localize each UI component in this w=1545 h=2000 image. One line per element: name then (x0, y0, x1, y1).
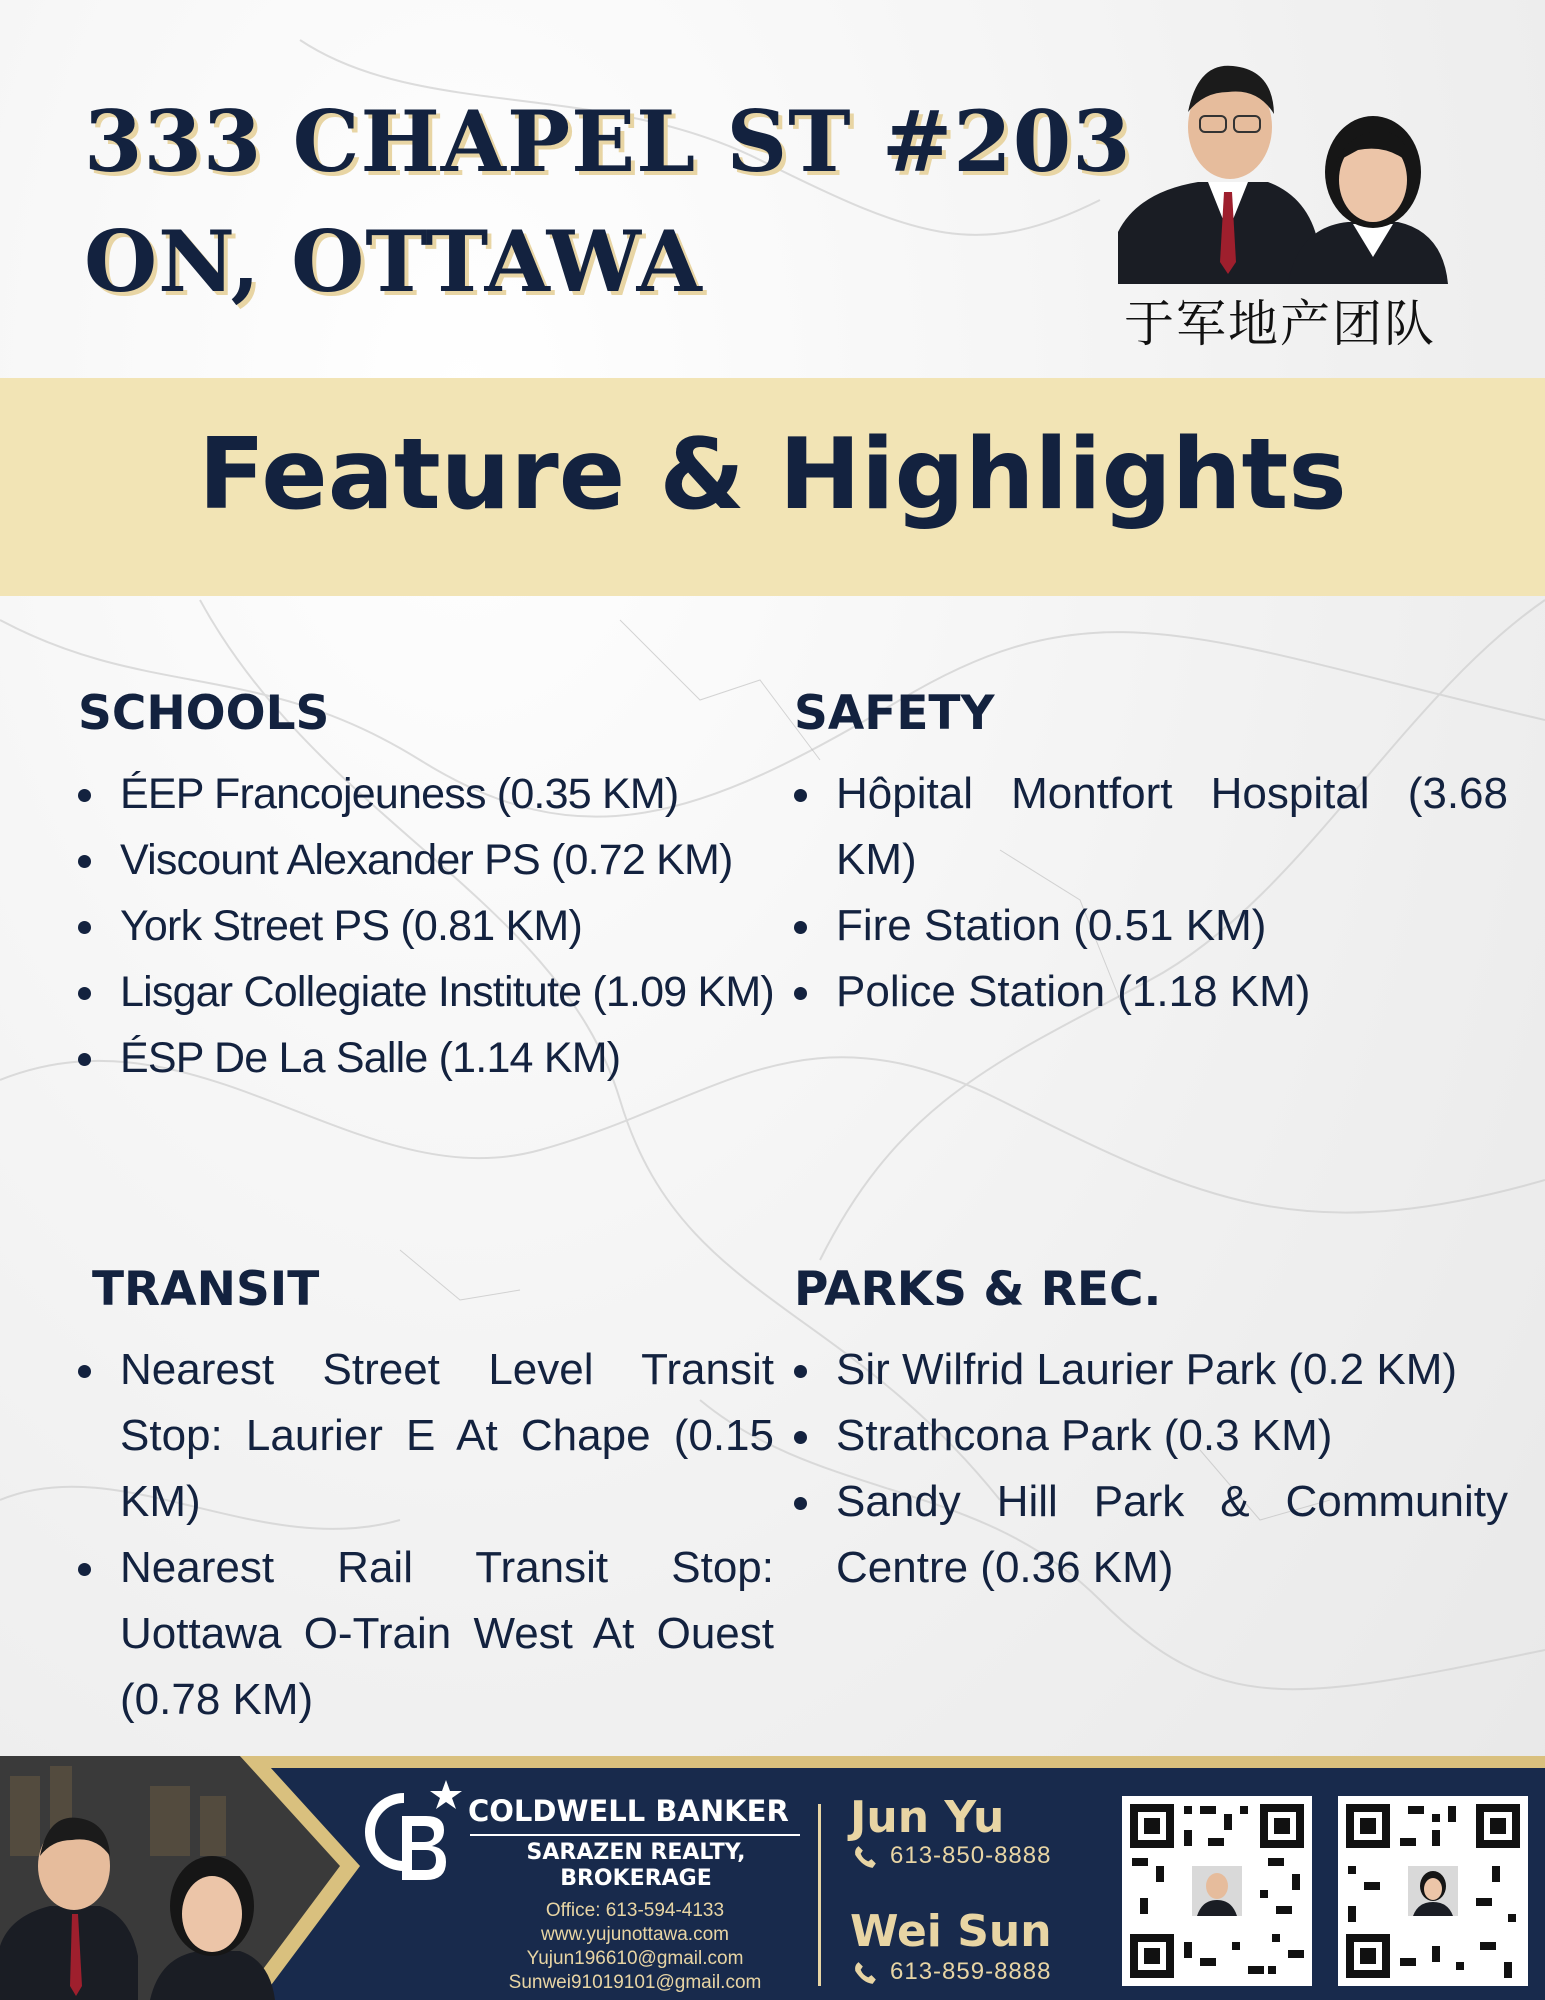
footer-divider (818, 1804, 821, 1986)
list-item: ÉEP Francojeuness (0.35 KM) (78, 761, 798, 827)
footer-agents-photo (0, 1756, 360, 2000)
transit-section (92, 1262, 774, 1733)
brand-subtitle (478, 1840, 794, 1892)
brand-sub-line-2: BROKERAGE (560, 1866, 712, 1891)
agent-name-2: Wei Sun (850, 1906, 1052, 1957)
schools-heading: SCHOOLS (78, 686, 330, 741)
website-link[interactable]: www.yujunottawa.com (541, 1924, 729, 1945)
list-item: Lisgar Collegiate Institute (1.09 KM) (78, 959, 798, 1025)
parks-heading: PARKS & REC. (794, 1262, 1162, 1317)
schools-section (78, 686, 798, 1091)
list-item: Hôpital Montfort Hospital (3.68 KM) (794, 761, 1508, 893)
list-item: Nearest Rail Transit Stop: Uottawa O-Train West At Ouest (0.78 KM) (78, 1535, 774, 1733)
brand-name: COLDWELL BANKER (468, 1794, 789, 1828)
banner-title: Feature & Highlights (198, 418, 1347, 532)
coldwell-banker-logo (352, 1776, 464, 1888)
list-item: Fire Station (0.51 KM) (794, 893, 1508, 959)
parks-section (794, 1262, 1508, 1601)
team-name: 于军地产团队 (1124, 295, 1436, 353)
agent-phone-text-2: 613-859-8888 (890, 1958, 1052, 1985)
safety-heading: SAFETY (794, 686, 995, 741)
transit-heading: TRANSIT (92, 1262, 320, 1317)
agent-phone-2[interactable] (852, 1958, 1051, 1986)
list-item: ÉSP De La Salle (1.14 KM) (78, 1025, 798, 1091)
list-item: Nearest Street Level Transit Stop: Laurier E At Chape (0.15 KM) (78, 1337, 774, 1535)
email-link-2[interactable]: Sunwei91019101@gmail.com (508, 1972, 762, 1993)
email-link-1[interactable]: Yujun196610@gmail.com (526, 1948, 744, 1969)
address-line-2: ON, OTTAWA (84, 212, 703, 311)
list-item: Viscount Alexander PS (0.72 KM) (78, 827, 798, 893)
office-phone: Office: 613-594-4133 (545, 1900, 725, 1921)
qr-code-icon[interactable] (1338, 1796, 1528, 1986)
team-photo (1118, 52, 1448, 284)
qr-code-icon[interactable] (1122, 1796, 1312, 1986)
agent-name-1: Jun Yu (850, 1792, 1005, 1843)
address-line-1: 333 CHAPEL ST #203 (84, 92, 1132, 191)
list-item: Strathcona Park (0.3 KM) (794, 1403, 1508, 1469)
agent-phone-text-1: 613-850-8888 (890, 1842, 1052, 1869)
safety-section (794, 686, 1508, 1025)
brand-sub-line-1: SARAZEN REALTY, (526, 1840, 746, 1865)
agent-male-figure (1118, 66, 1318, 284)
list-item: York Street PS (0.81 KM) (78, 893, 798, 959)
agent-female-figure (1288, 116, 1448, 284)
list-item: Sir Wilfrid Laurier Park (0.2 KM) (794, 1337, 1508, 1403)
brand-divider (470, 1834, 800, 1836)
agent-phone-1[interactable] (852, 1842, 1051, 1870)
phone-icon (852, 1960, 878, 1986)
list-item: Sandy Hill Park & Community Centre (0.36 KM) (794, 1469, 1508, 1601)
list-item: Police Station (1.18 KM) (794, 959, 1508, 1025)
phone-icon (852, 1844, 878, 1870)
